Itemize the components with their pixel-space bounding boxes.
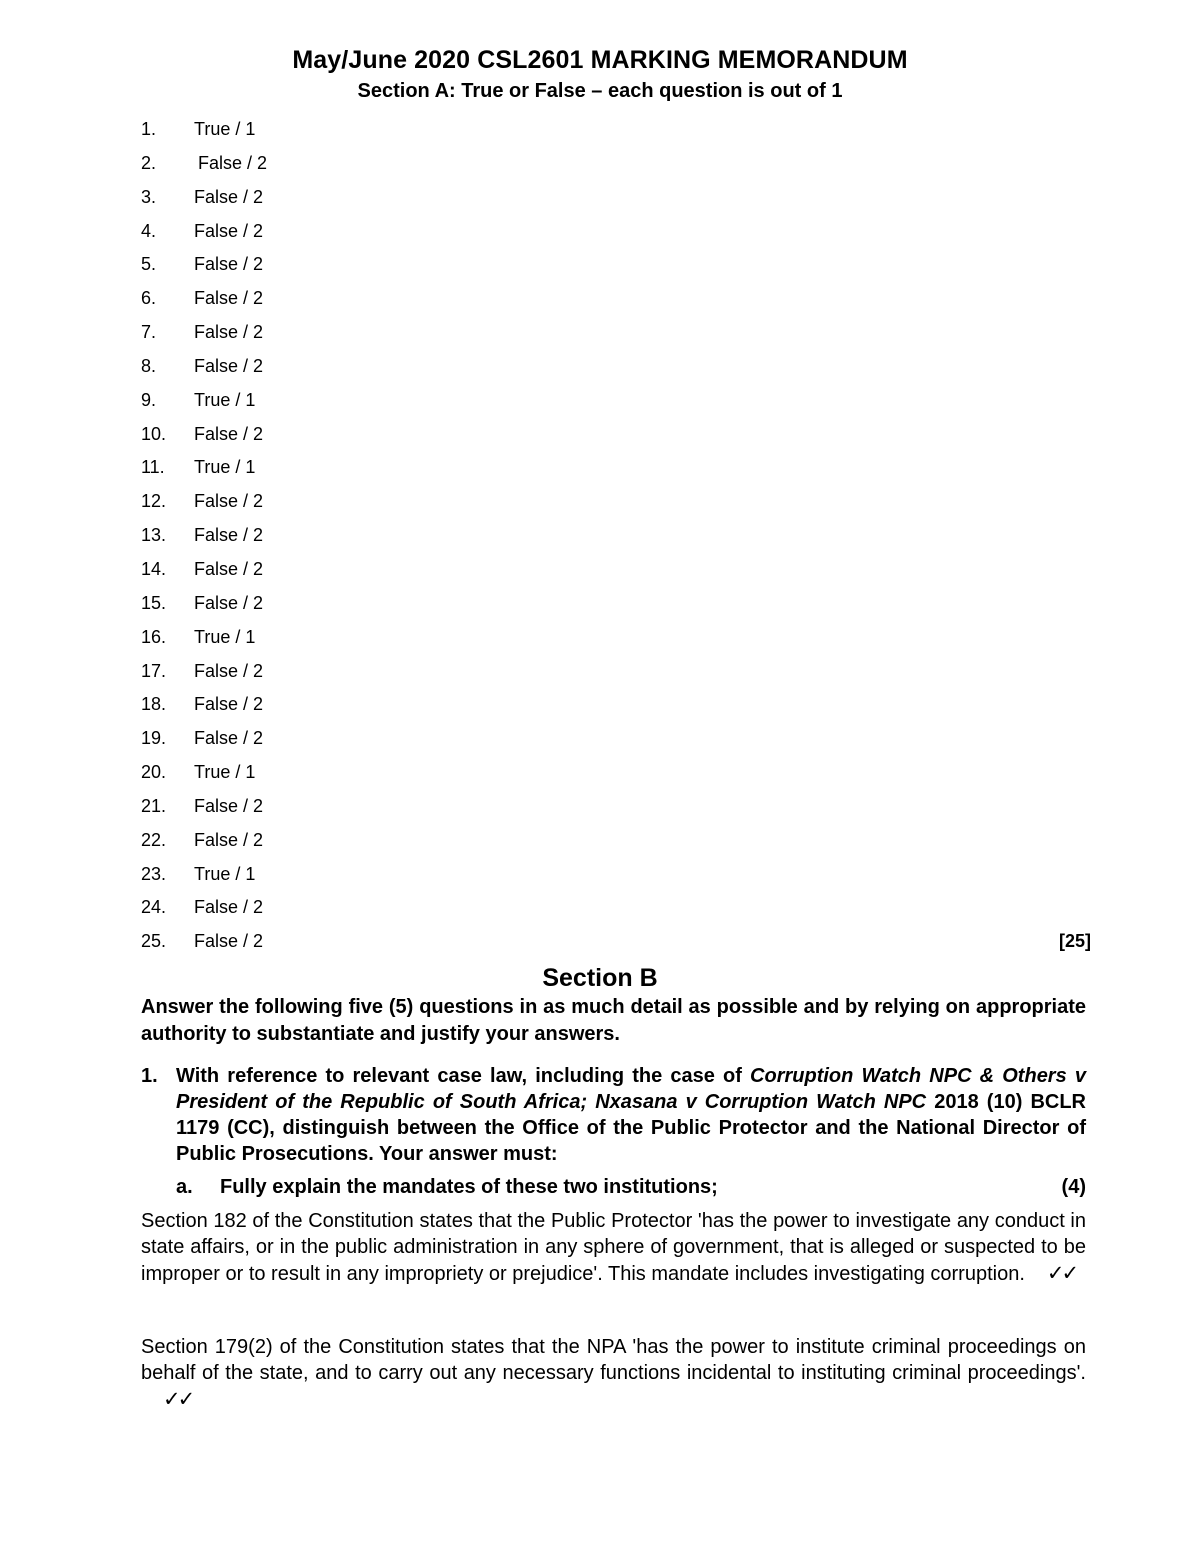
answer-value: True / 1 <box>194 389 256 410</box>
answer-row <box>141 861 1091 895</box>
answer-value: False / 2 <box>194 491 264 512</box>
answer-row <box>141 353 1091 387</box>
answer-row <box>141 658 1091 692</box>
answer-number: 21. <box>141 795 167 816</box>
checkmark-icon: ✓✓ <box>1046 1261 1077 1285</box>
answer-row <box>141 827 1091 861</box>
answer-row <box>141 488 1091 522</box>
section-a-heading: Section A: True or False – each question is out of 1 <box>357 80 843 102</box>
answer-row <box>141 421 1091 455</box>
answer-value: False / 2 <box>198 152 268 173</box>
answer-value: False / 2 <box>194 288 264 309</box>
answer-value: False / 2 <box>194 931 264 952</box>
answer-number: 1. <box>141 119 157 139</box>
checkmark-icon: ✓✓ <box>163 1387 193 1411</box>
answer-number: 2. <box>141 152 157 173</box>
answer-number: 9. <box>141 389 157 410</box>
answer-row <box>141 251 1091 285</box>
answer-row <box>141 285 1091 319</box>
answer-row <box>141 184 1091 218</box>
sub-question-label: a. <box>176 1176 193 1198</box>
answer-value: False / 2 <box>194 322 264 343</box>
section-a-answer-list <box>141 116 1091 962</box>
answer-number: 17. <box>141 660 167 681</box>
section-b-instructions: Answer the following five (5) questions in as much detail as possible and by relying on appropriate authority to substantiate and justify your answers. <box>141 996 1086 1045</box>
answer-number: 18. <box>141 694 167 715</box>
answer-value: False / 2 <box>194 220 264 241</box>
answer-row <box>141 556 1091 590</box>
answer-number: 24. <box>141 897 167 918</box>
answer-value: False / 2 <box>194 186 264 207</box>
answer-value: True / 1 <box>194 863 256 884</box>
answer-value: False / 2 <box>194 660 264 681</box>
question-text <box>176 1063 1086 1167</box>
answer-number: 22. <box>141 829 167 850</box>
question-1 <box>141 1063 1086 1167</box>
section-b-heading: Section B <box>542 964 658 992</box>
answer-number: 12. <box>141 491 167 512</box>
answer-number: 4. <box>141 220 157 241</box>
answer-row <box>141 928 1091 962</box>
answer-value: True / 1 <box>194 626 256 647</box>
answer-number: 23. <box>141 863 167 884</box>
answer-value: False / 2 <box>194 423 264 444</box>
answer-value: False / 2 <box>194 558 264 579</box>
answer-row <box>141 454 1091 488</box>
answer-row <box>141 759 1091 793</box>
answer-row <box>141 116 1091 150</box>
answer-value: False / 2 <box>194 897 264 918</box>
answer-value: False / 2 <box>194 795 264 816</box>
section-a-total: [25] <box>1058 931 1091 952</box>
answer-paragraph-npa <box>141 1334 1086 1413</box>
answer-row <box>141 218 1091 252</box>
answer-number: 20. <box>141 762 167 783</box>
paragraph-text: Section 182 of the Constitution states that the Public Protector 'has the power to investigate any conduct in state affairs, or in the public administration in any sphere of government, that is alleged or suspected to be improper or to result in any impropriety or prejudice'. This mandate includes investigating corruption. <box>141 1210 1086 1285</box>
answer-value: False / 2 <box>194 694 264 715</box>
answer-number: 15. <box>141 592 167 613</box>
question-text-intro: With reference to relevant case law, including the case of <box>176 1065 751 1087</box>
sub-question-marks: (4) <box>1061 1176 1086 1198</box>
question-number: 1. <box>141 1065 158 1087</box>
answer-row <box>141 691 1091 725</box>
answer-row <box>141 624 1091 658</box>
answer-number: 8. <box>141 355 157 376</box>
answer-value: False / 2 <box>194 592 264 613</box>
answer-paragraph-public-protector <box>141 1208 1086 1287</box>
answer-value: True / 1 <box>194 119 256 139</box>
answer-value: False / 2 <box>194 525 264 546</box>
answer-number: 11. <box>141 457 165 478</box>
answer-row <box>141 387 1091 421</box>
answer-number: 19. <box>141 728 167 749</box>
answer-number: 16. <box>141 626 167 647</box>
answer-row <box>141 894 1091 928</box>
answer-row <box>141 793 1091 827</box>
answer-number: 7. <box>141 322 157 343</box>
answer-row <box>141 725 1091 759</box>
answer-number: 3. <box>141 186 157 207</box>
answer-value: False / 2 <box>194 355 264 376</box>
case-name: Corruption Watch NPC & Others v President of the Republic of South Africa; Nxasana v Corruption Watch NPC <box>176 1065 1086 1113</box>
answer-value: False / 2 <box>194 829 264 850</box>
answer-value: True / 1 <box>194 762 256 783</box>
answer-number: 5. <box>141 254 157 275</box>
answer-value: False / 2 <box>194 728 264 749</box>
answer-row <box>141 150 1091 184</box>
answer-number: 13. <box>141 525 167 546</box>
answer-number: 6. <box>141 288 157 309</box>
answer-row <box>141 522 1091 556</box>
sub-question-text: Fully explain the mandates of these two institutions; <box>220 1176 718 1198</box>
answer-row <box>141 590 1091 624</box>
answer-number: 10. <box>141 423 167 444</box>
paragraph-text: Section 179(2) of the Constitution states that the NPA 'has the power to institute criminal proceedings on behalf of the state, and to carry out any necessary functions incidental to instituting criminal proceedings'. <box>141 1336 1086 1384</box>
answer-number: 14. <box>141 558 167 579</box>
question-text-rest: 2018 (10) BCLR 1179 (CC), distinguish between the Office of the Public Protector and the National Director of Public Prosecutions. Your answer must: <box>176 1091 1086 1165</box>
answer-number: 25. <box>141 931 167 952</box>
answer-value: False / 2 <box>194 254 264 275</box>
page-title: May/June 2020 CSL2601 MARKING MEMORANDUM <box>292 46 908 74</box>
answer-value: True / 1 <box>194 457 256 478</box>
answer-row <box>141 319 1091 353</box>
